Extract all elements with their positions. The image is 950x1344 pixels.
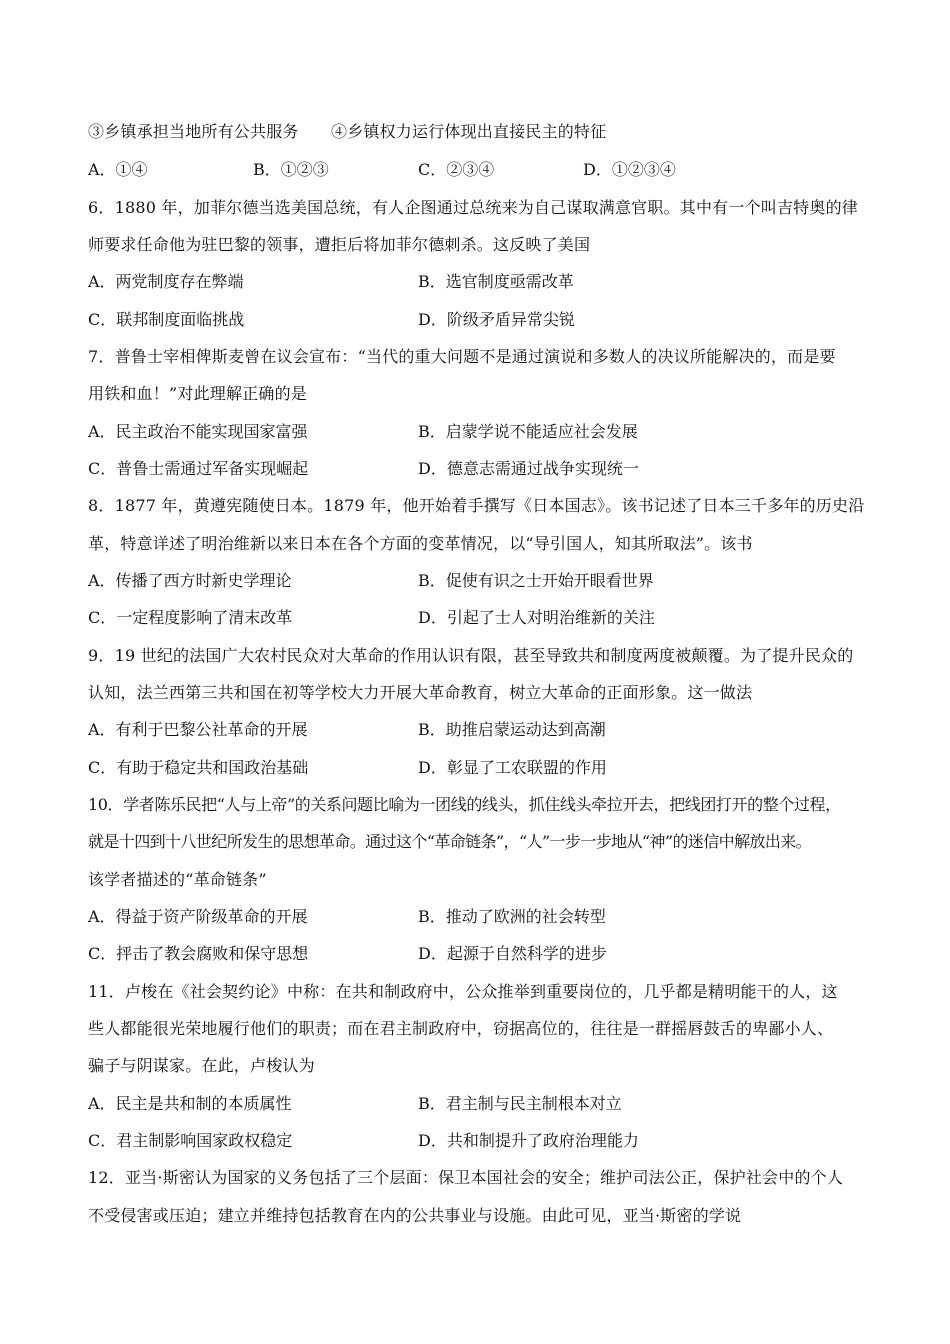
q12-stem-line-2: 不受侵害或压迫；建立并维持包括教育在内的公共事业与设施。由此可见，亚当·斯密的学说 xyxy=(88,1206,742,1225)
q8-option-a[interactable]: A．传播了西方时新史学理论 xyxy=(88,571,292,590)
q8-stem-line-2: 革，特意详述了明治维新以来日本在各个方面的变革情况，以“导引国人，知其所取法”。该书 xyxy=(88,534,753,553)
q6-option-c[interactable]: C．联邦制度面临挑战 xyxy=(88,310,245,329)
q7-stem-line-2: 用铁和血！”对此理解正确的是 xyxy=(88,384,307,403)
q10-option-c[interactable]: C．抨击了教会腐败和保守思想 xyxy=(88,944,309,963)
q5-option-a[interactable]: A．①④ xyxy=(88,160,148,179)
q10-stem-line-2: 就是十四到十八世纪所发生的思想革命。通过这个“革命链条”，“人”一步一步地从“神”的迷信中解放出来。 xyxy=(88,832,812,851)
q6-stem-line-1: 6．1880 年，加菲尔德当选美国总统，有人企图通过总统来为自己谋取满意官职。其中有一个叫吉特奥的律 xyxy=(88,198,858,217)
q8-option-c[interactable]: C．一定程度影响了清末改革 xyxy=(88,608,293,627)
q8-option-d[interactable]: D．引起了士人对明治维新的关注 xyxy=(418,608,655,627)
q5-option-d[interactable]: D．①②③④ xyxy=(583,160,676,179)
q11-option-c[interactable]: C．君主制影响国家政权稳定 xyxy=(88,1131,293,1150)
q9-option-b[interactable]: B．助推启蒙运动达到高潮 xyxy=(418,720,606,739)
q9-stem-line-2: 认知，法兰西第三共和国在初等学校大力开展大革命教育，树立大革命的正面形象。这一做法 xyxy=(88,683,753,702)
q5-option-c[interactable]: C．②③④ xyxy=(418,160,495,179)
q6-option-d[interactable]: D．阶级矛盾异常尖锐 xyxy=(418,310,575,329)
q11-option-b[interactable]: B．君主制与民主制根本对立 xyxy=(418,1094,622,1113)
q8-stem-line-1: 8．1877 年，黄遵宪随使日本。1879 年，他开始着手撰写《日本国志》。该书记述了日本三千多年的历史沿 xyxy=(88,496,865,515)
q7-option-d[interactable]: D．德意志需通过战争实现统一 xyxy=(418,459,639,478)
q6-option-a[interactable]: A．两党制度存在弊端 xyxy=(88,272,244,291)
q8-option-b[interactable]: B．促使有识之士开始开眼看世界 xyxy=(418,571,654,590)
q10-option-a[interactable]: A．得益于资产阶级革命的开展 xyxy=(88,907,308,926)
q10-option-b[interactable]: B．推动了欧洲的社会转型 xyxy=(418,907,606,926)
q6-stem-line-2: 师要求任命他为驻巴黎的领事，遭拒后将加菲尔德刺杀。这反映了美国 xyxy=(88,235,591,254)
q7-option-b[interactable]: B．启蒙学说不能适应社会发展 xyxy=(418,422,638,441)
q10-stem-line-3: 该学者描述的“革命链条” xyxy=(88,870,267,889)
q5-option-b[interactable]: B．①②③ xyxy=(253,160,329,179)
q11-stem-line-2: 些人都能很光荣地履行他们的职责；而在君主制政府中，窃据高位的，往往是一群摇唇鼓舌的卑鄙小人、 xyxy=(88,1019,834,1038)
q11-option-d[interactable]: D．共和制提升了政府治理能力 xyxy=(418,1131,639,1150)
q9-option-a[interactable]: A．有利于巴黎公社革命的开展 xyxy=(88,720,308,739)
q11-stem-line-1: 11．卢梭在《社会契约论》中称：在共和制政府中，公众推举到重要岗位的，几乎都是精明能干的人，这 xyxy=(88,982,838,1001)
q9-option-d[interactable]: D．彰显了工农联盟的作用 xyxy=(418,758,607,777)
q7-option-a[interactable]: A．民主政治不能实现国家富强 xyxy=(88,422,308,441)
q10-option-d[interactable]: D．起源于自然科学的进步 xyxy=(418,944,607,963)
q11-option-a[interactable]: A．民主是共和制的本质属性 xyxy=(88,1094,292,1113)
q5-statements-line: ③乡镇承担当地所有公共服务 ④乡镇权力运行体现出直接民主的特征 xyxy=(88,122,607,141)
q9-stem-line-1: 9．19 世纪的法国广大农村民众对大革命的作用认识有限，甚至导致共和制度两度被颠覆。为了提升民众的 xyxy=(88,646,854,665)
q10-stem-line-1: 10．学者陈乐民把“人与上帝”的关系问题比喻为一团线的线头，抓住线头牵拉开去，把线团打开的整个过程， xyxy=(88,795,841,814)
q9-option-c[interactable]: C．有助于稳定共和国政治基础 xyxy=(88,758,309,777)
q6-option-b[interactable]: B．选官制度亟需改革 xyxy=(418,272,574,291)
q7-option-c[interactable]: C．普鲁士需通过军备实现崛起 xyxy=(88,459,309,478)
q12-stem-line-1: 12．亚当·斯密认为国家的义务包括了三个层面：保卫本国社会的安全；维护司法公正，保护社会中的个人 xyxy=(88,1168,844,1187)
q7-stem-line-1: 7．普鲁士宰相俾斯麦曾在议会宣布：“当代的重大问题不是通过演说和多数人的决议所能解决的，而是要 xyxy=(88,347,836,366)
q11-stem-line-3: 骗子与阴谋家。在此，卢梭认为 xyxy=(88,1056,315,1075)
